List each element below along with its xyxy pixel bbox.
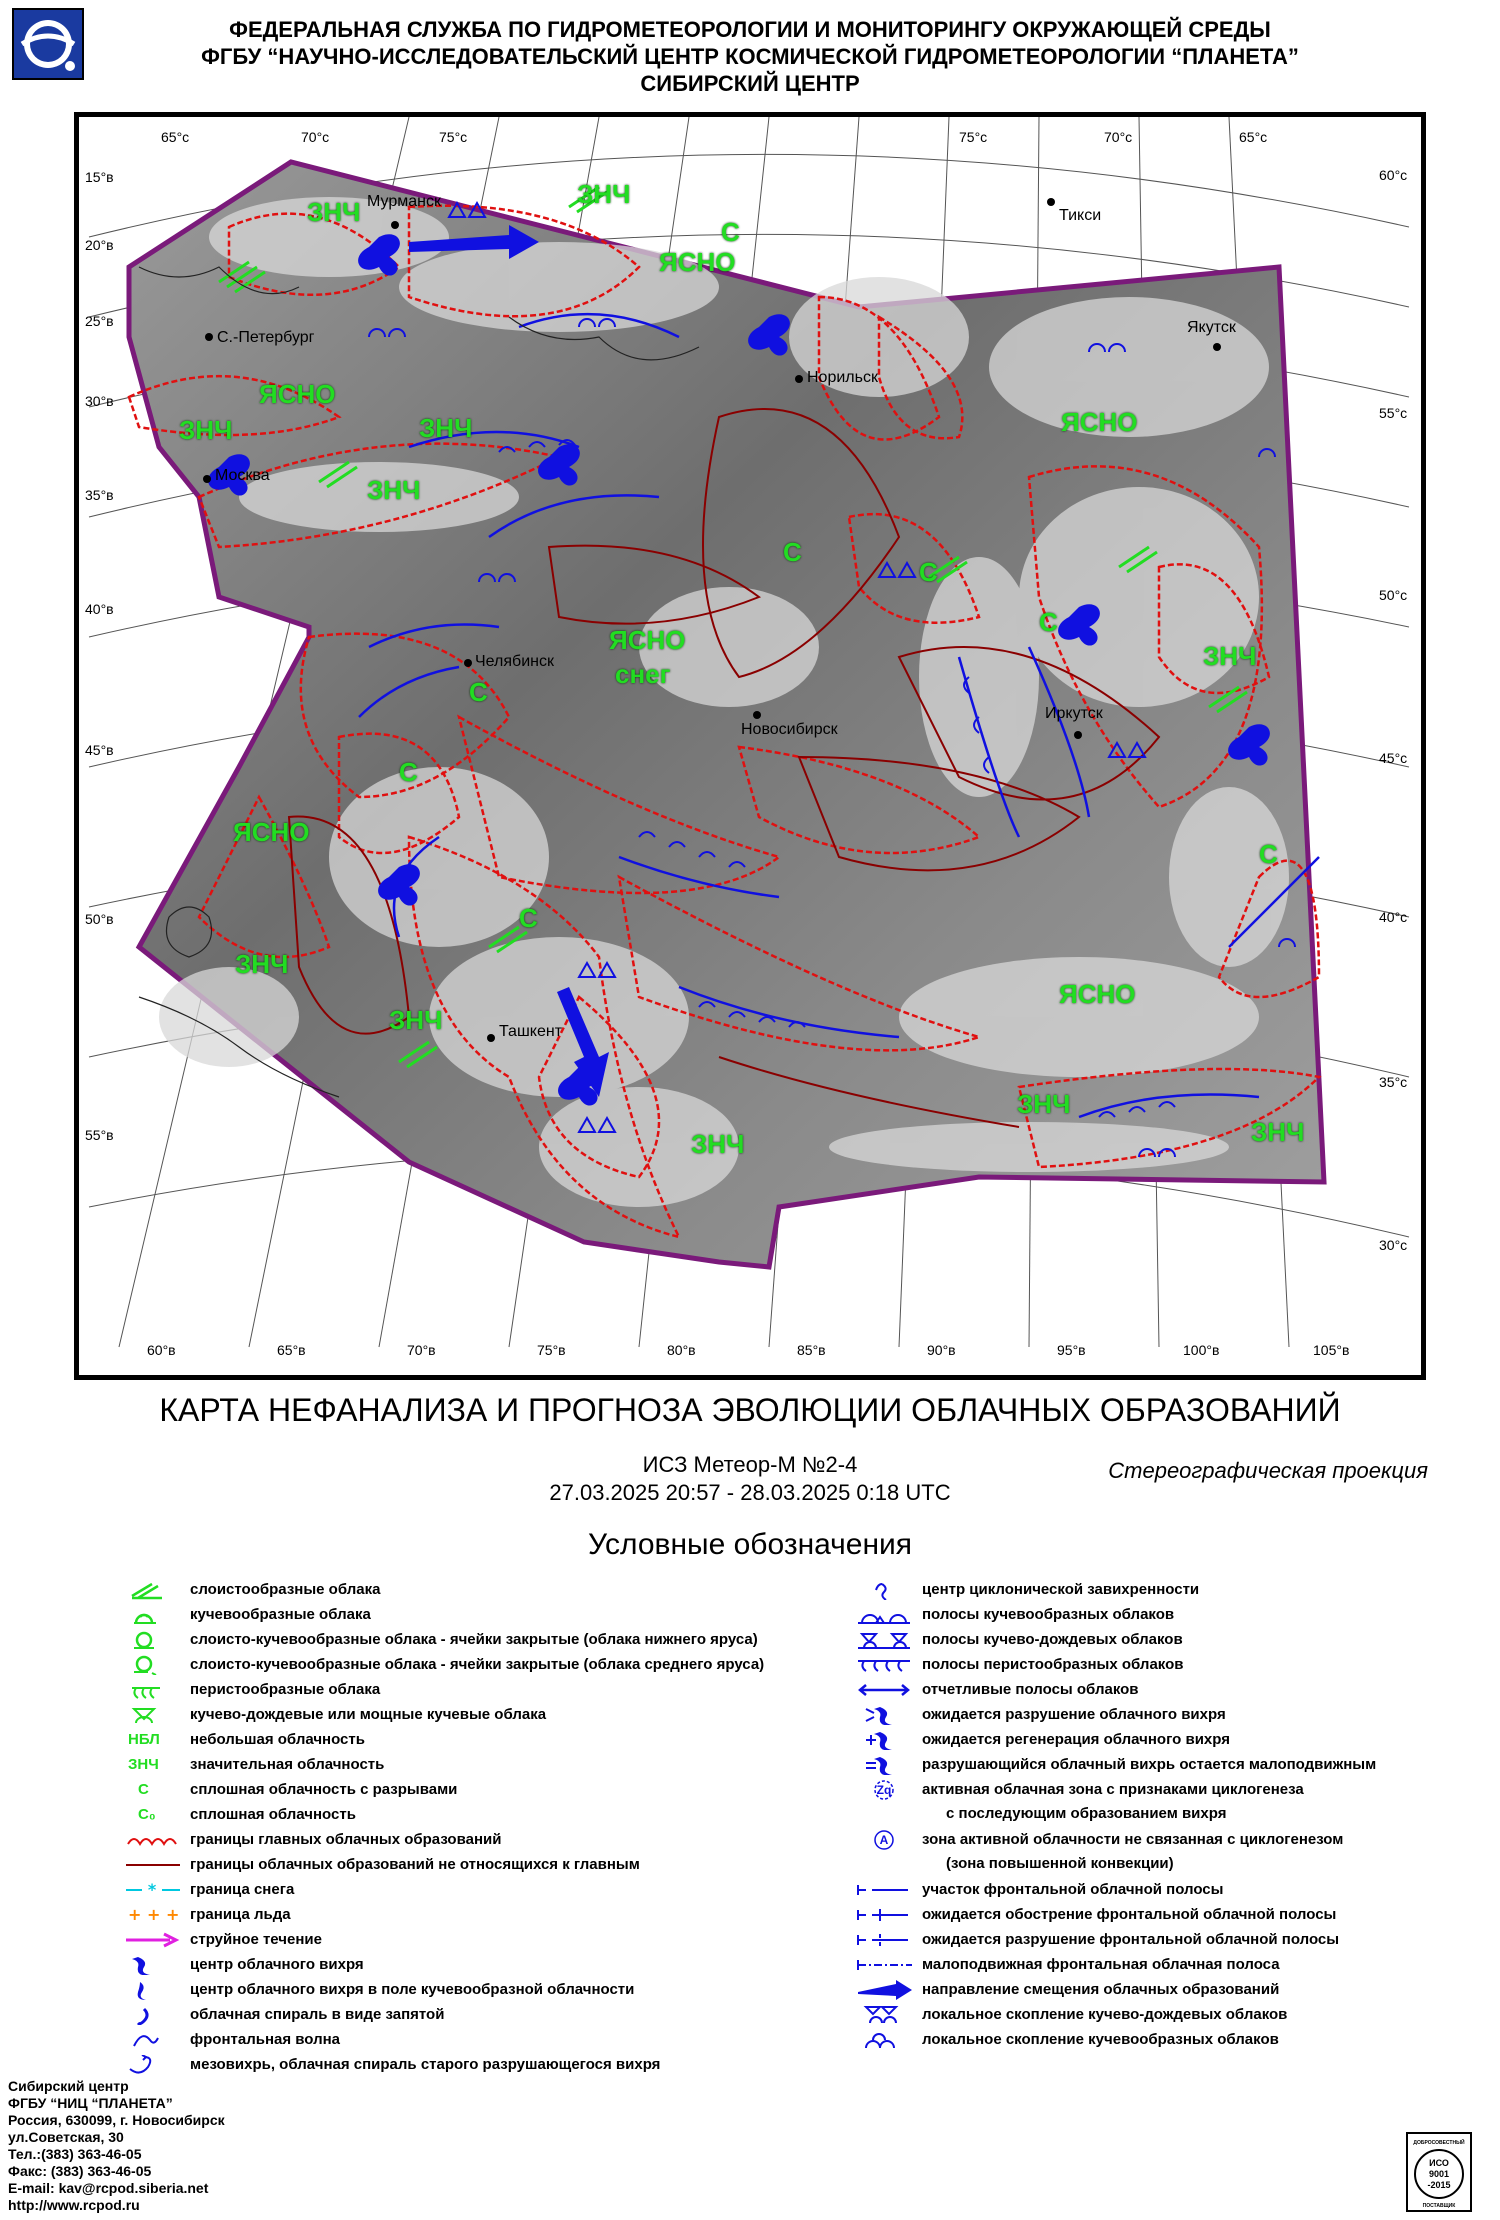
city-label: Иркутск <box>1045 705 1103 722</box>
header-line-3: СИБИРСКИЙ ЦЕНТР <box>640 71 860 96</box>
tick-right-lat: 60°с <box>1379 167 1408 183</box>
footer-line: Россия, 630099, г. Новосибирск <box>8 2112 225 2128</box>
chart-title: КАРТА НЕФАНАЛИЗА И ПРОГНОЗА ЭВОЛЮЦИИ ОБЛАЧНЫХ ОБРАЗОВАНИЙ <box>159 1392 1341 1428</box>
comma-spiral-icon <box>124 2005 180 2025</box>
city-label: Мурманск <box>367 193 441 210</box>
iso-bottom: ПОСТАВЩИК <box>1422 2203 1456 2209</box>
tick-bottom-lon: 60°в <box>147 1342 176 1358</box>
cloud-label: С <box>519 903 538 933</box>
tick-bottom-lon: 105°в <box>1313 1342 1350 1358</box>
legend-title: Условные обозначения <box>587 1528 913 1561</box>
frontal-decay-icon <box>856 1930 912 1950</box>
city-label: С.-Петербург <box>217 329 315 346</box>
city-label: Новосибирск <box>741 721 838 738</box>
tick-right-lat: 35°с <box>1379 1074 1408 1090</box>
cloud-label: ЯСНО <box>609 625 686 655</box>
projection-label: Стереографическая проекция <box>1108 1458 1428 1483</box>
vortex-destroy-icon <box>856 1705 912 1725</box>
cloud-label: С <box>469 677 488 707</box>
vortex-stationary-icon <box>856 1755 912 1775</box>
cloud-label: ЯСНО <box>1061 407 1138 437</box>
cirrus-icon <box>124 1680 180 1700</box>
jet-stream-icon <box>124 1930 180 1950</box>
frontal-section-icon <box>856 1880 912 1900</box>
cu-bands-icon <box>856 1605 912 1625</box>
tick-bottom-lon: 70°в <box>407 1342 436 1358</box>
snow-line-icon <box>124 1880 180 1900</box>
tick-left-lat: 20°в <box>85 237 114 253</box>
city-label: Норильск <box>807 369 878 386</box>
svg-text:+ + +: + + + <box>128 1905 180 1924</box>
iso-certification-badge <box>1406 2132 1472 2212</box>
shift-direction-icon <box>856 1980 912 2000</box>
tick-bottom-lon: 65°в <box>277 1342 306 1358</box>
observation-period: 27.03.2025 20:57 - 28.03.2025 0:18 UTC <box>549 1480 951 1505</box>
nbl-label: НБЛ <box>128 1731 160 1748</box>
tick-top-lon: 75°с <box>959 129 988 145</box>
vortex-cu-icon <box>124 1980 180 2000</box>
cloud-label: ЯСНО <box>233 817 310 847</box>
cloud-label: С <box>1259 839 1278 869</box>
tick-left-lat: 15°в <box>85 169 114 185</box>
tick-left-lat: 30°в <box>85 393 114 409</box>
cloud-label: С <box>721 217 740 247</box>
tick-bottom-lon: 100°в <box>1183 1342 1220 1358</box>
vortex-center-icon <box>124 1955 180 1975</box>
znch-label: ЗНЧ <box>128 1756 159 1773</box>
cloud-label: ЗНЧ <box>235 949 289 979</box>
tick-bottom-lon: 80°в <box>667 1342 696 1358</box>
cloud-label: ЗНЧ <box>307 197 361 227</box>
cyclonic-center-icon <box>856 1580 912 1600</box>
tick-right-lat: 40°с <box>1379 909 1408 925</box>
iso-l3: -2015 <box>1427 2180 1451 2190</box>
map-canvas <box>79 117 1421 1375</box>
mesovortex-icon <box>124 2055 180 2075</box>
cloud-label: ЯСНО <box>1059 979 1136 1009</box>
footer-website[interactable]: http://www.rcpod.ru <box>8 2197 140 2213</box>
ci-bands-icon <box>856 1655 912 1675</box>
tick-right-lat: 55°с <box>1379 405 1408 421</box>
nephanalysis-map <box>74 112 1426 1380</box>
tick-bottom-lon: 95°в <box>1057 1342 1086 1358</box>
cloud-label: ЗНЧ <box>1203 641 1257 671</box>
footer-line: ФГБУ “НИЦ “ПЛАНЕТА” <box>8 2095 173 2111</box>
tick-left-lat: 55°в <box>85 1127 114 1143</box>
header-line-1: ФЕДЕРАЛЬНАЯ СЛУЖБА ПО ГИДРОМЕТЕОРОЛОГИИ И МОНИТОРИНГУ ОКРУЖАЮЩЕЙ СРЕДЫ <box>229 17 1271 42</box>
cloud-label: снег <box>615 659 671 689</box>
contact-footer <box>8 2078 225 2214</box>
header-line-2: ФГБУ “НАУЧНО-ИССЛЕДОВАТЕЛЬСКИЙ ЦЕНТР КОСМИЧЕСКОЙ ГИДРОМЕТЕОРОЛОГИИ “ПЛАНЕТА” <box>201 44 1299 69</box>
secondary-border-icon <box>124 1855 180 1875</box>
ice-line-icon <box>124 1905 180 1925</box>
local-cb-icon <box>856 2005 912 2025</box>
cumulonimbus-icon <box>124 1705 180 1725</box>
cloud-label: ЗНЧ <box>691 1129 745 1159</box>
tick-right-lat: 30°с <box>1379 1237 1408 1253</box>
cloud-label: С <box>1039 607 1058 637</box>
tick-top-lon: 75°с <box>439 129 468 145</box>
cumulus-icon <box>124 1605 180 1625</box>
tick-top-lon: 65°с <box>1239 129 1268 145</box>
stratus-icon <box>124 1580 180 1600</box>
stratocumulus-mid-icon <box>124 1655 180 1675</box>
svg-text:*: * <box>147 1880 157 1899</box>
tick-left-lat: 25°в <box>85 313 114 329</box>
cloud-label: ЗНЧ <box>179 415 233 445</box>
tick-top-lon: 70°с <box>1104 129 1133 145</box>
satellite-name: ИСЗ Метеор-М №2-4 <box>642 1452 858 1477</box>
footer-line: Сибирский центр <box>8 2078 129 2094</box>
cloud-label: ЗНЧ <box>419 413 473 443</box>
cloud-label: ЗНЧ <box>389 1005 443 1035</box>
s0-label: С₀ <box>138 1806 156 1823</box>
cb-bands-icon <box>856 1630 912 1650</box>
tick-right-lat: 50°с <box>1379 587 1408 603</box>
zq-label: Zq <box>876 1783 892 1797</box>
tick-left-lat: 50°в <box>85 911 114 927</box>
s-label: С <box>138 1781 149 1798</box>
vortex-regen-icon <box>856 1730 912 1750</box>
tick-bottom-lon: 85°в <box>797 1342 826 1358</box>
cloud-label: ЗНЧ <box>1017 1089 1071 1119</box>
tick-left-lat: 45°в <box>85 742 114 758</box>
tick-bottom-lon: 75°в <box>537 1342 566 1358</box>
cloud-label: ЗНЧ <box>577 179 631 209</box>
cloud-label: ЯСНО <box>259 379 336 409</box>
tick-left-lat: 35°в <box>85 487 114 503</box>
footer-line: Факс: (383) 363-46-05 <box>8 2163 152 2179</box>
tick-bottom-lon: 90°в <box>927 1342 956 1358</box>
cloud-label: ЗНЧ <box>1251 1117 1305 1147</box>
tick-top-lon: 65°с <box>161 129 190 145</box>
iso-top: ДОБРОСОВЕСТНЫЙ <box>1413 2140 1465 2146</box>
tick-left-lat: 40°в <box>85 601 114 617</box>
city-label: Тикси <box>1059 207 1102 224</box>
frontal-sharpen-icon <box>856 1905 912 1925</box>
cloud-label: С <box>399 757 418 787</box>
local-cu-icon <box>856 2030 912 2050</box>
footer-line: Тел.:(383) 363-46-05 <box>8 2146 142 2162</box>
footer-email[interactable]: E-mail: kav@rcpod.siberia.net <box>8 2180 209 2196</box>
city-label: Москва <box>215 467 270 484</box>
iso-l1: ИСО <box>1429 2158 1449 2168</box>
main-border-icon <box>124 1830 180 1850</box>
distinct-bands-icon <box>856 1680 912 1700</box>
city-label: Ташкент <box>499 1023 563 1040</box>
cloud-label: С <box>783 537 802 567</box>
iso-l2: 9001 <box>1428 2169 1450 2179</box>
cloud-label: ЯСНО <box>659 247 736 277</box>
iso-badge-icon <box>1408 2134 1470 2210</box>
city-label: Якутск <box>1187 319 1236 336</box>
cloud-label: ЗНЧ <box>367 475 421 505</box>
frontal-wave-icon <box>124 2030 180 2050</box>
city-label: Челябинск <box>475 653 554 670</box>
tick-right-lat: 45°с <box>1379 750 1408 766</box>
a-label: A <box>879 1833 889 1847</box>
stratocumulus-low-icon <box>124 1630 180 1650</box>
footer-line: ул.Советская, 30 <box>8 2129 124 2145</box>
frontal-slow-icon <box>856 1955 912 1975</box>
tick-top-lon: 70°с <box>301 129 330 145</box>
cloud-label: С <box>919 557 938 587</box>
